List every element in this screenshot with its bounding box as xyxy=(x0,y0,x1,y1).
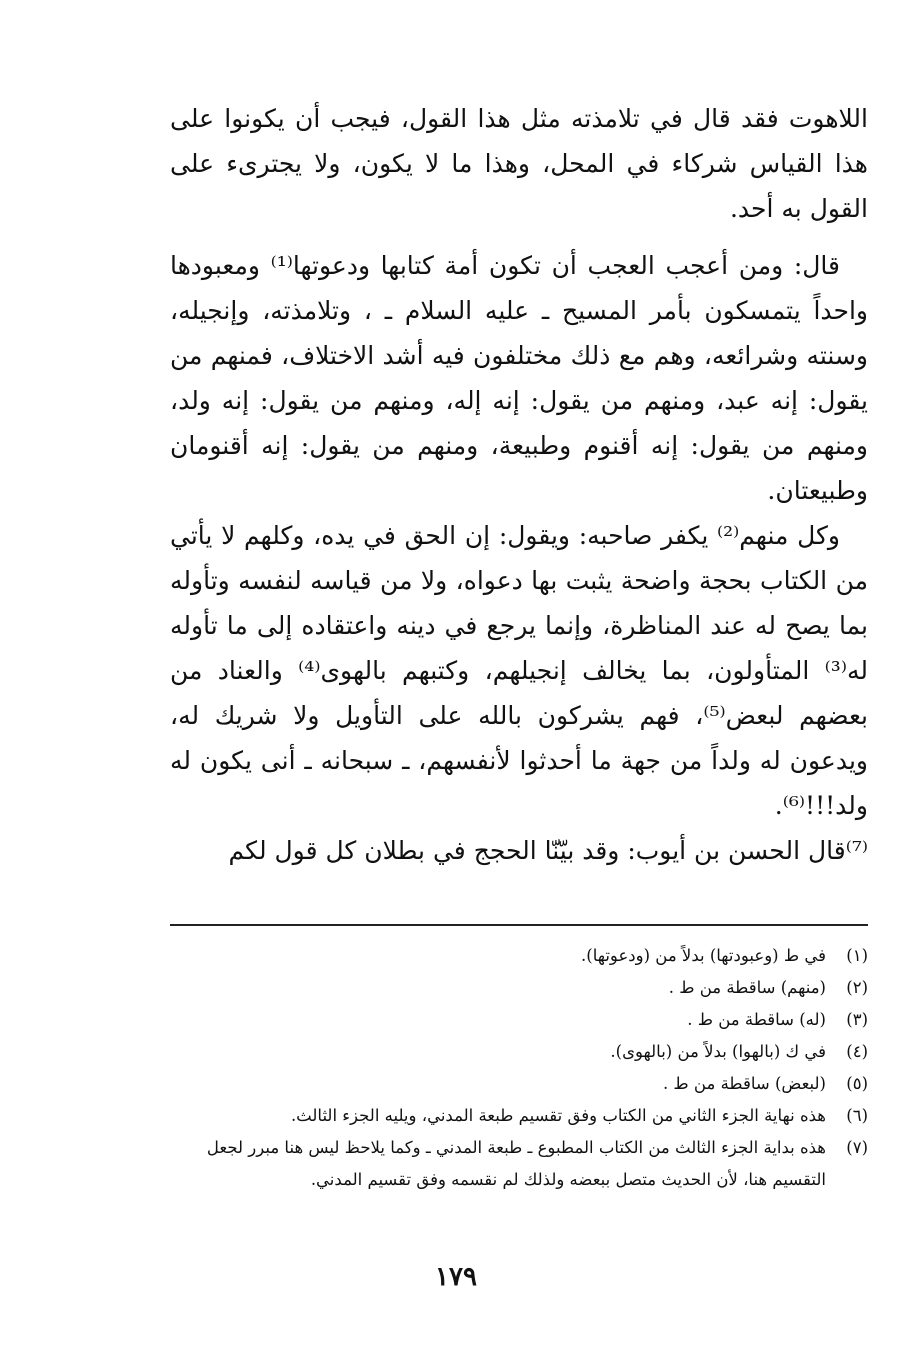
footnote-text: في ط (وعبودتها) بدلاً من (ودعوتها). xyxy=(581,946,826,965)
footnote-item xyxy=(170,940,868,972)
footnote-number: (٥) xyxy=(846,1074,868,1093)
footnote-divider xyxy=(170,924,868,926)
footnote-text: في ك (بالهوا) بدلاً من (بالهوى). xyxy=(610,1042,826,1061)
footnote-number: (٢) xyxy=(846,978,868,997)
paragraph-3: وكل منهم⁽²⁾ يكفر صاحبه: ويقول: إن الحق في يده، وكلهم لا يأتي من الكتاب بحجة واضحة يثبت بها دعواه، ولا من قياسه لنفسه وتأوله بما يصح له عند المناظرة، وإنما يرجع في دينه واعتقاده إلى ما تأوله له⁽³⁾ المتأولون، بما يخالف إنجيلهم، وكتبهم بالهوى⁽⁴⁾ والعناد من بعضهم لبعض⁽⁵⁾، فهم يشركون بالله على التأويل ولا شريك له، ويدعون له ولداً من جهة ما أحدثوا لأنفسهم، ـ سبحانه ـ أنى يكون له ولد!!!⁽⁶⁾. xyxy=(170,521,869,820)
footnote-item xyxy=(170,1036,868,1068)
footnote-item xyxy=(170,1004,868,1036)
page-number: ١٧٩ xyxy=(435,1262,477,1292)
footnote-number: (٣) xyxy=(846,1010,868,1029)
footnote-item xyxy=(170,1132,868,1196)
footnote-number: (٤) xyxy=(846,1042,868,1061)
footnote-text: هذه بداية الجزء الثالث من الكتاب المطبوع ـ طبعة المدني ـ وكما يلاحظ ليس هنا مبرر لجعل التقسيم هنا، لأن الحديث متصل ببعضه ولذلك لم نقسمه وفق تقسيم المدني. xyxy=(206,1138,826,1189)
footnote-item xyxy=(170,1068,868,1100)
footnote-item xyxy=(170,972,868,1004)
paragraph-2: قال: ومن أعجب العجب أن تكون أمة كتابها ودعوتها⁽¹⁾ ومعبودها واحداً يتمسكون بأمر المسيح ـ عليه السلام ـ ، وتلامذته، وإنجيله، وسنته وشرائعه، وهم مع ذلك مختلفون فيه أشد الاختلاف، فمنهم من يقول: إنه عبد، ومنهم من يقول: إنه إله، ومنهم من يقول: إنه ولد، ومنهم من يقول: إنه أقنوم وطبيعة، ومنهم من يقول: إنه أقنومان وطبيعتان. xyxy=(170,251,868,505)
footnote-number: (٧) xyxy=(846,1138,868,1157)
main-text xyxy=(170,96,868,873)
footnote-text: (لبعض) ساقطة من ط . xyxy=(662,1074,826,1093)
footnote-text: (له) ساقطة من ط . xyxy=(687,1010,826,1029)
footnote-text: هذه نهاية الجزء الثاني من الكتاب وفق تقسيم طبعة المدني، ويليه الجزء الثالث. xyxy=(290,1106,826,1125)
footnote-item xyxy=(170,1100,868,1132)
footnote-number: (٦) xyxy=(846,1106,868,1125)
paragraph-4: ⁽⁷⁾قال الحسن بن أيوب: وقد بيّنّا الحجج في بطلان كل قول لكم xyxy=(228,836,868,865)
footnote-text: (منهم) ساقطة من ط . xyxy=(668,978,826,997)
paragraph-1: اللاهوت فقد قال في تلامذته مثل هذا القول، فيجب أن يكونوا على هذا القياس شركاء في المحل، وهذا ما لا يكون، ولا يجترىء على القول به أحد. xyxy=(170,104,868,223)
footnotes xyxy=(170,940,868,1196)
footnote-number: (١) xyxy=(846,946,868,965)
